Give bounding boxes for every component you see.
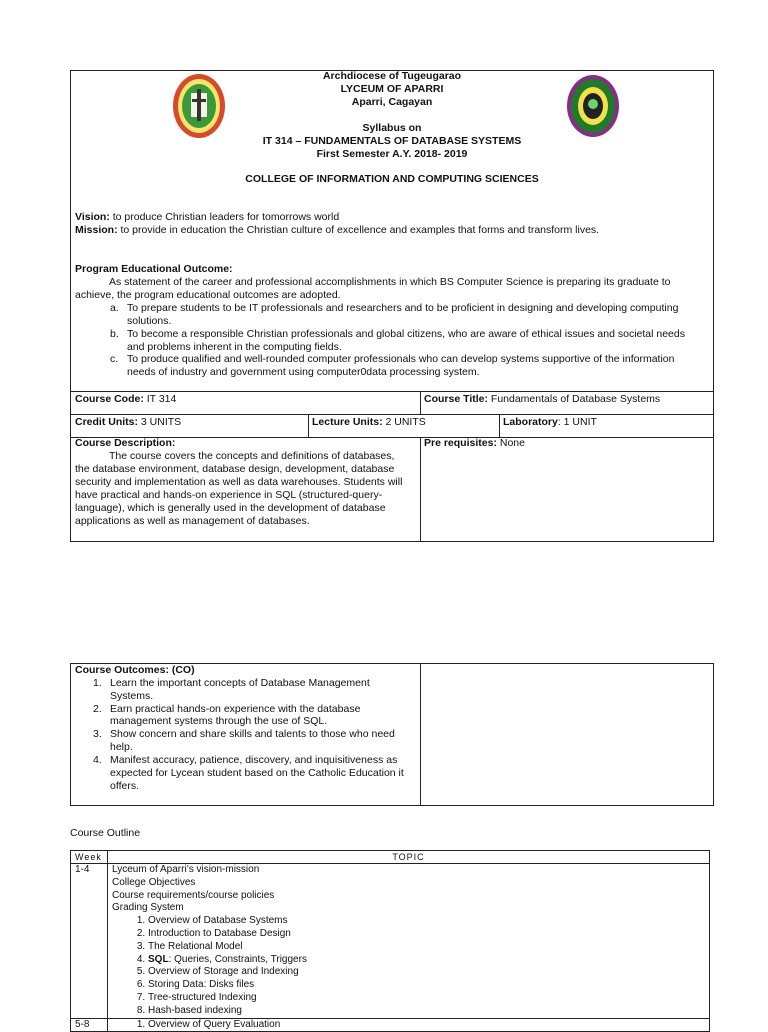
- outcome-4-line2: expected for Lycean student based on the Catholic Education it: [110, 767, 404, 779]
- outcome-3-marker: 3.: [93, 728, 102, 740]
- mission-text: to provide in education the Christian culture of excellence and examples that forms and transform lives.: [117, 224, 600, 236]
- outcome-3-line2: help.: [110, 741, 133, 753]
- topic-column-header: TOPIC: [108, 851, 710, 864]
- plain-topic: College Objectives: [112, 876, 196, 888]
- course-code: [75, 393, 176, 406]
- lecture-units-value: 2 UNITS: [382, 416, 426, 428]
- course-title: [424, 393, 660, 406]
- vision-line: [75, 211, 339, 224]
- peo-heading: [75, 263, 233, 276]
- sql-label: SQL: [148, 953, 169, 965]
- outcome-3-line1: Show concern and share skills and talents to those who need: [110, 728, 395, 740]
- peo-item-c-marker: c.: [110, 353, 119, 365]
- list-item: [148, 954, 705, 967]
- course-outline-label: Course Outline: [70, 827, 141, 839]
- syllabus-label: Syllabus on: [362, 122, 422, 134]
- school-name: LYCEUM OF APARRI: [340, 83, 444, 95]
- list-item: 3. The Relational Model: [148, 941, 705, 954]
- course-description-line: the database environment, database design, development, database: [75, 463, 395, 475]
- lecture-units: [312, 416, 426, 429]
- laboratory-value: : 1 UNIT: [557, 416, 597, 428]
- list-item: 8. Hash-based indexing: [148, 1005, 705, 1018]
- outcome-4-line3: offers.: [110, 780, 139, 792]
- outcome-1-line2: Systems.: [110, 690, 154, 702]
- list-item: 5. Overview of Storage and Indexing: [148, 966, 705, 979]
- outcome-1-marker: 1.: [93, 677, 102, 689]
- archdiocese-line: Archdiocese of Tugeugarao: [322, 70, 462, 82]
- laboratory-units: [503, 416, 597, 429]
- lecture-units-label: Lecture Units:: [312, 416, 383, 428]
- outcome-1-line1: Learn the important concepts of Database Management: [110, 677, 370, 689]
- list-item: 2. Introduction to Database Design: [148, 928, 705, 941]
- credit-units-label: Credit Units:: [75, 416, 138, 428]
- plain-topic: Grading System: [112, 902, 184, 914]
- course-title-value: Fundamentals of Database Systems: [487, 393, 661, 405]
- prerequisites-cell: [420, 437, 714, 542]
- credit-units: [75, 416, 181, 429]
- course-description-label: Course Description:: [75, 437, 176, 449]
- college-name: COLLEGE OF INFORMATION AND COMPUTING SCIENCES: [245, 173, 539, 185]
- week-cell: 1-4: [71, 864, 108, 1019]
- mission-line: [75, 224, 599, 237]
- school-location: Aparri, Cagayan: [351, 96, 433, 108]
- course-code-value: IT 314: [143, 393, 177, 405]
- peo-item-c-line1: To produce qualified and well-rounded computer professionals who can develop systems supportive of the information: [127, 353, 675, 365]
- list-item: 1. Overview of Database Systems: [148, 915, 705, 928]
- prerequisites: [424, 437, 525, 450]
- outcome-2-line2: management systems through the use of SQL.: [110, 715, 328, 727]
- course-description-line: The course covers the concepts and definitions of databases,: [109, 450, 395, 462]
- list-item: 6. Storing Data: Disks files: [148, 979, 705, 992]
- outcome-4-marker: 4.: [93, 754, 102, 766]
- course-heading: IT 314 – FUNDAMENTALS OF DATABASE SYSTEMS: [262, 135, 522, 147]
- list-item: 7. Tree-structured Indexing: [148, 992, 705, 1005]
- list-item: 1. Overview of Query Evaluation: [148, 1019, 705, 1032]
- table-row: [71, 1018, 710, 1032]
- table-row: [71, 864, 710, 1019]
- topic-list: [112, 1019, 705, 1032]
- topic-list: [112, 915, 705, 1017]
- week-column-header: Week: [71, 851, 108, 864]
- course-description-line: security and implementation as well as data warehouses. Students will: [75, 476, 403, 488]
- prerequisites-value: None: [496, 437, 525, 449]
- peo-item-b-line2: and problems inherent in the computing fields.: [127, 341, 342, 353]
- sql-topic-rest: : Queries, Constraints, Triggers: [168, 953, 307, 965]
- plain-topic: Course requirements/course policies: [112, 889, 275, 901]
- outcome-2-line1: Earn practical hands-on experience with the database: [110, 703, 361, 715]
- peo-intro-1: As statement of the career and professional accomplishments in which BS Computer Science is preparing its graduate to: [109, 276, 671, 288]
- peo-heading-text: Program Educational Outcome:: [75, 263, 233, 275]
- peo-item-b-line1: To become a responsible Christian professionals and global citizens, who are aware of ethical issues and societal needs: [127, 328, 685, 340]
- semester-line: First Semester A.Y. 2018- 2019: [316, 148, 468, 160]
- outcome-4-line1: Manifest accuracy, patience, discovery, and inquisitiveness as: [110, 754, 398, 766]
- plain-topic: Lyceum of Aparri’s vision-mission: [112, 864, 260, 875]
- week-cell: 5-8: [71, 1018, 108, 1032]
- mission-label: Mission:: [75, 224, 118, 236]
- table-header-row: [71, 851, 710, 864]
- course-description-heading: [75, 437, 175, 450]
- laboratory-label: Laboratory: [503, 416, 558, 428]
- topic-cell: [108, 864, 710, 1019]
- peo-item-a-line2: solutions.: [127, 315, 172, 327]
- peo-item-a-line1: To prepare students to be IT professionals and researchers and to be proficient in designing and developing computing: [127, 302, 679, 314]
- peo-item-a-marker: a.: [110, 302, 119, 314]
- prerequisites-label: Pre requisites:: [424, 437, 497, 449]
- course-description-line: language), which is generally used in the development of database: [75, 502, 386, 514]
- course-outline-table: [70, 850, 710, 1032]
- outcome-2-marker: 2.: [93, 703, 102, 715]
- course-outcomes-heading-text: Course Outcomes: (CO): [75, 664, 195, 676]
- peo-item-c-line2: needs of industry and government using computer0data processing system.: [127, 366, 480, 378]
- course-description-line: have practical and hands-on experience in SQL (structured-query-: [75, 489, 383, 501]
- vision-label: Vision:: [75, 211, 110, 223]
- course-description-line: applications as well as management of databases.: [75, 515, 310, 527]
- topic-cell: [108, 1018, 710, 1032]
- course-outcomes-empty-cell: [420, 663, 714, 806]
- vision-text: to produce Christian leaders for tomorrows world: [109, 211, 340, 223]
- credit-units-value: 3 UNITS: [138, 416, 182, 428]
- course-outcomes-heading: [75, 664, 195, 677]
- peo-intro-2: achieve, the program educational outcomes are adopted.: [75, 289, 341, 301]
- course-title-label: Course Title:: [424, 393, 488, 405]
- course-code-label: Course Code:: [75, 393, 144, 405]
- peo-item-b-marker: b.: [110, 328, 119, 340]
